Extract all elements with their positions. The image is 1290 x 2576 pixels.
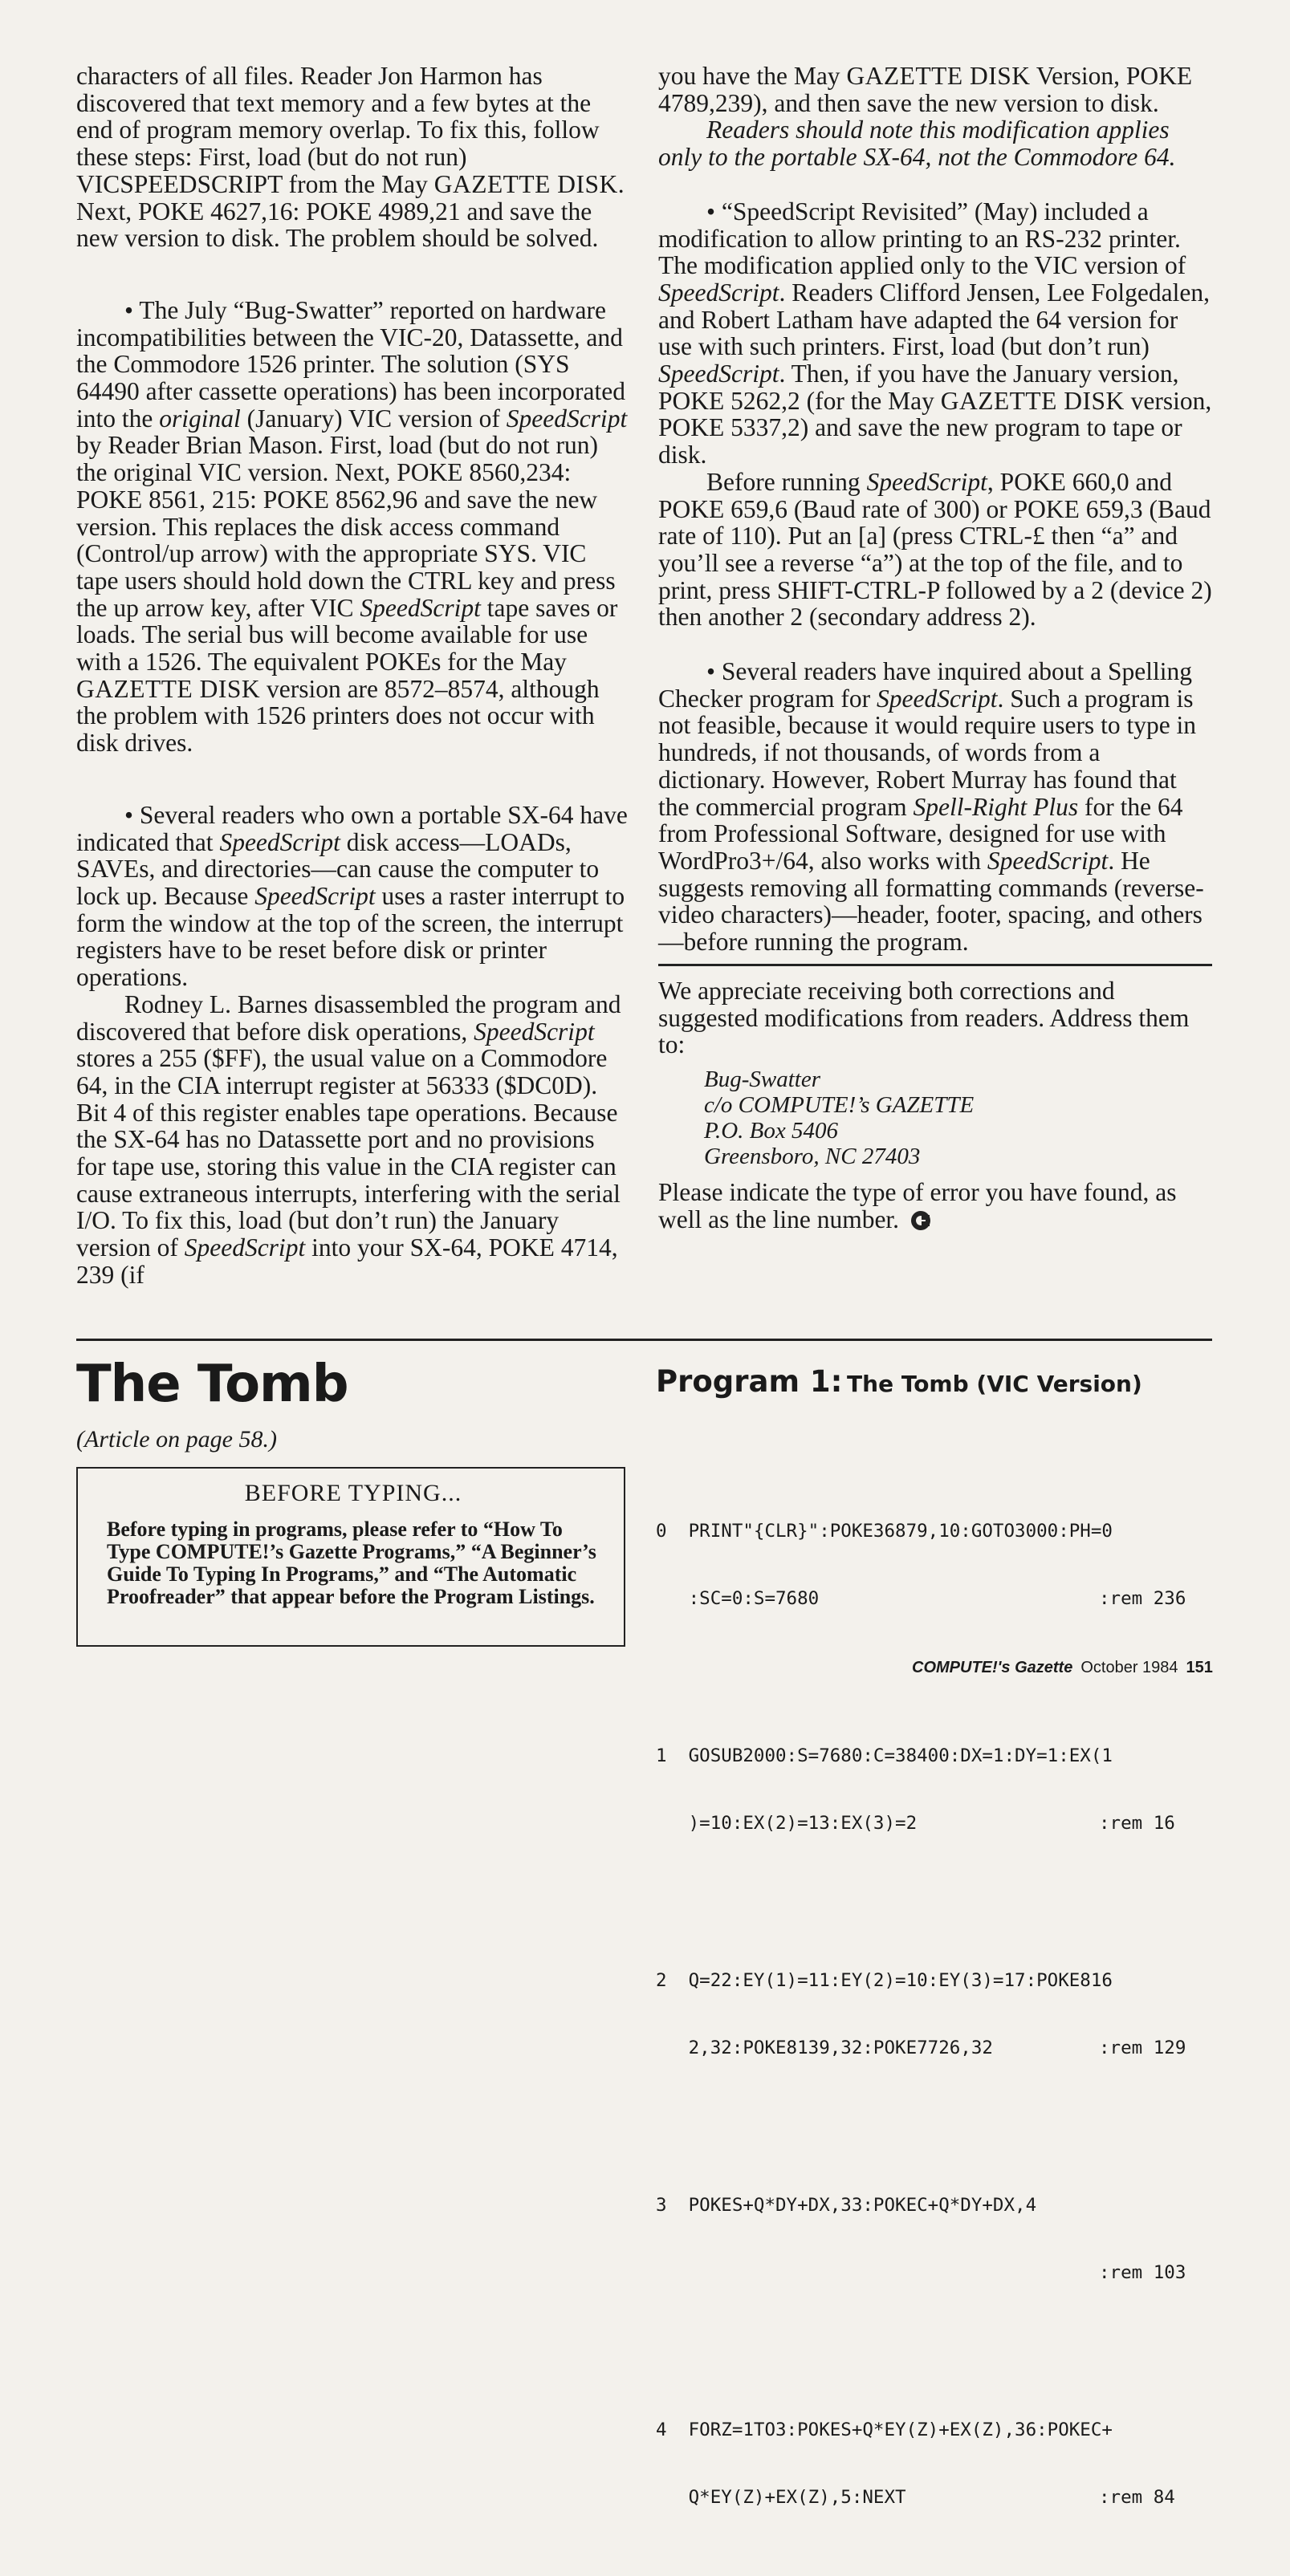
listing-line-4: 4 FORZ=1TO3:POKES+Q*EY(Z)+EX(Z),36:POKEC+ Q*EY(Z)+EX(Z),5:NEXT :rem 84	[656, 2420, 1175, 2508]
mailing-address: Bug-Swatter c/o COMPUTE!’s GAZETTE P.O. Box 5406 Greensboro, NC 27403	[704, 1066, 975, 1169]
before-typing-text: Before typing in programs, please refer to “How To Type COMPUTE!’s Gazette Programs,” “A Beginner’s Guide To Typing In Programs,” and “The Automatic Proofreader” that appear before the Program Listings.	[107, 1518, 596, 1608]
left-paragraph-1: characters of all files. Reader Jon Harmon has discovered that text memory and a few bytes at the end of program memory overlap. To fix this, follow these steps: First, load (but do not run) VICSPEEDSCRIPT from the May GAZETTE DISK. Next, POKE 4627,16: POKE 4989,21 and save the new version to disk. The problem should be solved.	[76, 62, 625, 253]
magazine-name: COMPUTE!'s Gazette	[912, 1659, 1073, 1676]
listing-line-2: 2 Q=22:EY(1)=11:EY(2)=10:EY(3)=17:POKE816 2,32:POKE8139,32:POKE7726,32 :rem 129	[656, 1970, 1186, 2058]
right-paragraph-7: Please indicate the type of error you have found, as well as the line number.	[658, 1177, 1177, 1233]
program-title: Program 1: The Tomb (VIC Version)	[656, 1364, 1142, 1399]
section-rule	[658, 964, 1212, 966]
right-paragraph-5: • Several readers have inquired about a Spelling Checker program for SpeedScript. Such a program is not feasible, because it would require users to type in hundreds, if not thousands, of words from a dictionary. However, Robert Murray has found that the commercial program Spell-Right Plus for the 64 from Professional Software, designed for use with WordPro3+/64, also works with SpeedScript. He suggests removing all formatting commands (reverse-video characters)—header, footer, spacing, and others—before running the program.	[658, 657, 1204, 957]
listing-line-1: 1 GOSUB2000:S=7680:C=38400:DX=1:DY=1:EX(1 )=10:EX(2)=13:EX(3)=2 :rem 16	[656, 1745, 1175, 1834]
left-paragraph-3: • Several readers who own a portable SX-64 have indicated that SpeedScript disk access—LOADs, SAVEs, and directories—can cause the computer to lock up. Because SpeedScript uses a raster interrupt to form the window at the top of the screen, the interrupt registers have to be reset before disk or printer operations.	[76, 800, 628, 992]
listing-line-3: 3 POKES+Q*DY+DX,33:POKEC+Q*DY+DX,4 :rem 103	[656, 2195, 1186, 2283]
right-paragraph-4: Before running SpeedScript, POKE 660,0 and POKE 659,6 (Baud rate of 300) or POKE 659,3 (Baud rate of 110). Put an [a] (press CTRL-£ then “a” and you’ll see a reverse “a”) at the top of the file, and to print, press SHIFT-CTRL-P followed by a 2 (device 2) then another 2 (secondary address 2).	[658, 467, 1212, 632]
right-column	[658, 63, 1212, 1233]
page-number: 151	[1186, 1659, 1213, 1676]
left-paragraph-2: • The July “Bug-Swatter” reported on hardware incompatibilities between the VIC-20, Datassette, and the Commodore 1526 printer. The solution (SYS 64490 after cassette operations) has been incorporated into the original (January) VIC version of SpeedScript by Reader Brian Mason. First, load (but do not run) the original VIC version. Next, POKE 8560,234: POKE 8561, 215: POKE 8562,96 and save the new version. This replaces the disk access command (Control/up arrow) with the appropriate SYS. VIC tape users should hold down the CTRL key and press the up arrow key, after VIC SpeedScript tape saves or loads. The serial bus will become available for use with a 1526. The equivalent POKEs for the May GAZETTE DISK version are 8572–8574, although the problem with 1526 printers does not occur with disk drives.	[76, 295, 628, 758]
tomb-title: The Tomb	[76, 1355, 348, 1414]
right-paragraph-3: • “SpeedScript Revisited” (May) included a modification to allow printing to an RS-232 printer. The modification applied only to the VIC version of SpeedScript. Readers Clifford Jensen, Lee Folgedalen, and Robert Latham have adapted the 64 version for use with such printers. First, load (but don’t run) SpeedScript. Then, if you have the January version, POKE 5262,2 (for the May GAZETTE DISK version, POKE 5337,2) and save the new program to tape or disk.	[658, 197, 1212, 469]
commodore-end-mark-icon	[910, 1210, 931, 1231]
right-paragraph-6: We appreciate receiving both corrections and suggested modifications from readers. Address them to:	[658, 976, 1190, 1059]
right-paragraph-2: Readers should note this modification applies only to the portable SX-64, not the Commodore 64.	[658, 116, 1176, 172]
right-paragraph-1: you have the May GAZETTE DISK Version, POKE 4789,239), and then save the new version to disk.	[658, 62, 1193, 117]
left-column	[76, 63, 630, 1289]
program-listing	[656, 1430, 1210, 2576]
page-divider	[76, 1339, 1212, 1341]
page-footer	[912, 1659, 1213, 1677]
before-typing-title: BEFORE TYPING...	[244, 1480, 462, 1506]
issue-date: October 1984	[1080, 1659, 1178, 1676]
left-paragraph-4: Rodney L. Barnes disassembled the program and discovered that before disk operations, SpeedScript stores a 255 ($FF), the usual value on a Commodore 64, in the CIA interrupt register at 56333 ($DC0D). Bit 4 of this register enables tape operations. Because the SX-64 has no Datassette port and no provisions for tape use, storing this value in the CIA register can cause extraneous interrupts, interfering with the serial I/O. To fix this, load (but don’t run) the January version of SpeedScript into your SX-64, POKE 4714, 239 (if	[76, 989, 621, 1289]
article-reference: (Article on page 58.)	[76, 1426, 277, 1453]
listing-line-0: 0 PRINT"{CLR}":POKE36879,10:GOTO3000:PH=0 :SC=0:S=7680 :rem 236	[656, 1521, 1186, 1609]
before-typing-box	[76, 1467, 625, 1647]
